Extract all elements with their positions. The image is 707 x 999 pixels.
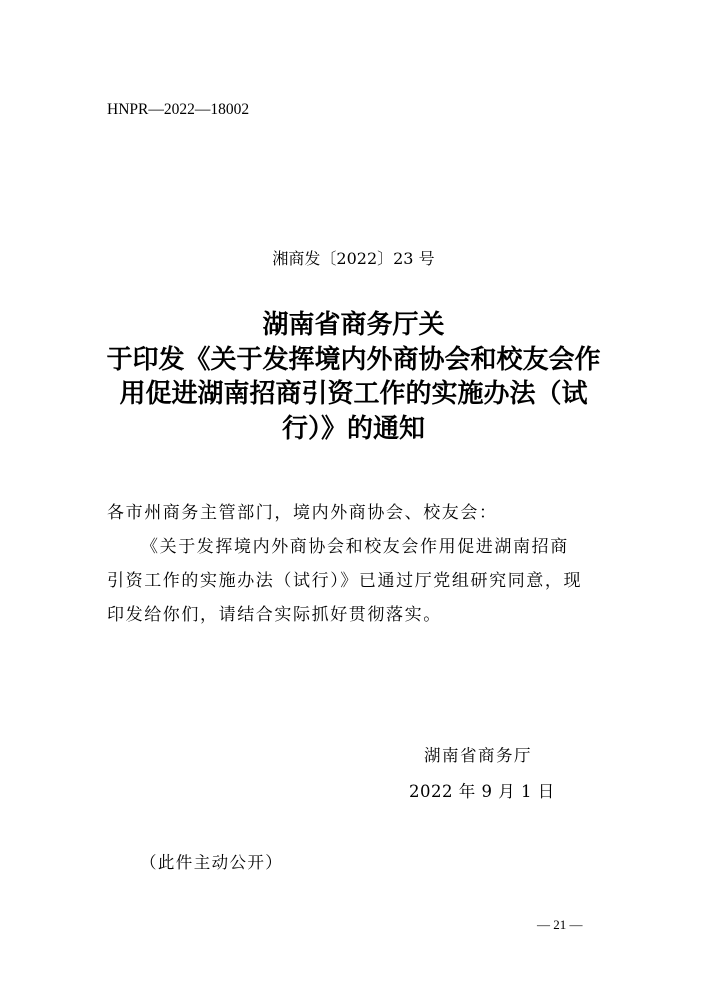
body-line: 引资工作的实施办法（试行）》已通过厅党组研究同意，现 — [107, 571, 583, 591]
title-line: 行）》的通知 — [281, 413, 425, 444]
document-title — [0, 308, 707, 446]
page-number: — 21 — — [537, 917, 583, 932]
document-code: HNPR—2022—18002 — [107, 101, 250, 118]
title-line: 湖南省商务厅关 — [262, 310, 445, 340]
title-line: 用促进湖南招商引资工作的实施办法（试 — [119, 379, 588, 409]
body-line: 印发给你们，请结合实际抓好贯彻落实。 — [107, 605, 442, 625]
signature-date: 2022 年 9 月 1 日 — [409, 782, 555, 801]
title-line: 于印发《关于发挥境内外商协会和校友会作 — [106, 344, 601, 375]
body-line: 《关于发挥境内外商协会和校友会作用促进湖南招商 — [141, 537, 569, 557]
disclosure-note: （此件主动公开） — [140, 853, 284, 872]
issue-number: 湘商发〔2022〕23 号 — [272, 249, 435, 268]
salutation: 各市州商务主管部门，境内外商协会、校友会： — [107, 503, 498, 523]
signature-org: 湖南省商务厅 — [424, 746, 532, 765]
